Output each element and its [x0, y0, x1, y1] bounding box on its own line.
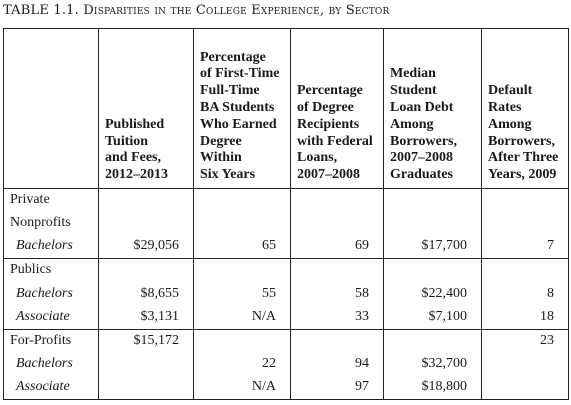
row-label: Associate	[4, 376, 99, 400]
cell-loans: 97	[291, 376, 384, 400]
cell-debt	[384, 329, 482, 353]
cell-default	[482, 353, 569, 376]
header-row	[4, 29, 569, 189]
row-label: Bachelors	[4, 235, 99, 259]
cell-debt: $7,100	[384, 306, 482, 330]
row-label: Associate	[4, 306, 99, 330]
cell-loans: 94	[291, 353, 384, 376]
cell-debt: $18,800	[384, 376, 482, 400]
cell-tuition: $3,131	[99, 306, 194, 330]
table-title: Disparities in the College Experience, by Sector	[83, 3, 390, 18]
cell-default	[482, 376, 569, 400]
cell-tuition: $8,655	[99, 282, 194, 305]
table-row	[4, 235, 569, 259]
cell-tuition: $29,056	[99, 235, 194, 259]
table-row	[4, 282, 569, 305]
cell-tuition	[99, 353, 194, 376]
sector-disparities-table	[3, 28, 569, 400]
table-caption	[3, 3, 389, 18]
cell-grad	[194, 329, 291, 353]
cell-grad: 65	[194, 235, 291, 259]
cell-loans: 69	[291, 235, 384, 259]
cell-grad: N/A	[194, 306, 291, 330]
row-label: Bachelors	[4, 353, 99, 376]
cell-tuition	[99, 376, 194, 400]
cell-debt: $22,400	[384, 282, 482, 305]
cell-debt: $32,700	[384, 353, 482, 376]
table-row	[4, 259, 569, 283]
group-label: Private	[4, 189, 99, 213]
header-default-rates: Default Rates Among Borrowers, After Three Years, 2009	[482, 29, 569, 189]
group-label: For-Profits	[4, 329, 99, 353]
table-row	[4, 189, 569, 213]
cell-default: 7	[482, 235, 569, 259]
cell-loans: 33	[291, 306, 384, 330]
group-label: Publics	[4, 259, 99, 283]
cell-grad: N/A	[194, 376, 291, 400]
header-sector	[4, 29, 99, 189]
cell-loans	[291, 329, 384, 353]
cell-grad: 55	[194, 282, 291, 305]
header-tuition: Published Tuition and Fees, 2012–2013	[99, 29, 194, 189]
table-row	[4, 212, 569, 235]
header-graduation-rate: Percentage of First-Time Full-Time BA Students Who Earned Degree Within Six Years	[194, 29, 291, 189]
cell-default: 23	[482, 329, 569, 353]
group-label: Nonprofits	[4, 212, 99, 235]
cell-loans: 58	[291, 282, 384, 305]
table-row	[4, 329, 569, 353]
header-median-debt: Median Student Loan Debt Among Borrowers, 2007–2008 Graduates	[384, 29, 482, 189]
header-federal-loans: Percentage of Degree Recipients with Federal Loans, 2007–2008	[291, 29, 384, 189]
table-row	[4, 353, 569, 376]
cell-tuition: $15,172	[99, 329, 194, 353]
row-label: Bachelors	[4, 282, 99, 305]
cell-default: 18	[482, 306, 569, 330]
cell-debt: $17,700	[384, 235, 482, 259]
cell-grad: 22	[194, 353, 291, 376]
cell-default: 8	[482, 282, 569, 305]
table-number: TABLE 1.1.	[3, 3, 79, 18]
table-row	[4, 376, 569, 400]
table-row	[4, 306, 569, 330]
